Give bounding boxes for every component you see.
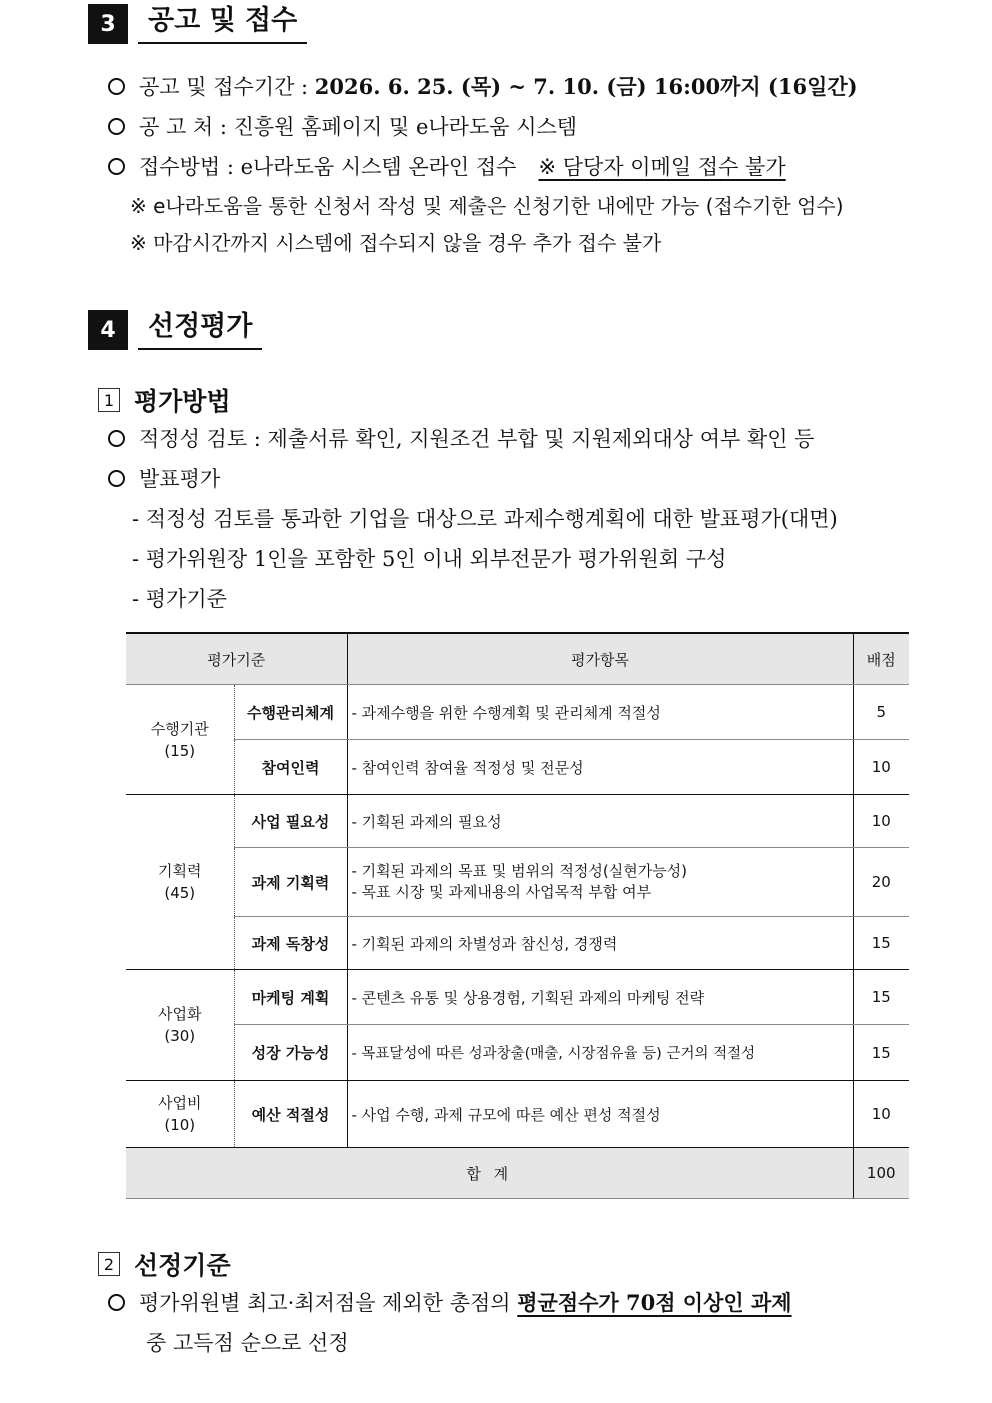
- section-title: 선정평가: [138, 310, 262, 350]
- item-cell: - 과제수행을 위한 수행계획 및 관리체계 적절성: [347, 685, 853, 740]
- table-row: [126, 848, 909, 917]
- line-text: 적정성 검토 : 제출서류 확인, 지원조건 부합 및 지원제외대상 여부 확인 등: [139, 427, 815, 451]
- header-items: 평가항목: [347, 633, 853, 685]
- table-row: [126, 1081, 909, 1148]
- points-cell: 20: [853, 848, 909, 917]
- category-name: 사업화: [158, 1005, 202, 1023]
- emphasis-text: 평균점수가 70점 이상인 과제: [517, 1290, 792, 1315]
- evaluation-criteria-table: [126, 632, 909, 1199]
- item-cell: - 사업 수행, 과제 규모에 따른 예산 편성 적절성: [347, 1081, 853, 1148]
- total-points: 100: [853, 1148, 909, 1199]
- table-row: [126, 1025, 909, 1081]
- total-row: [126, 1148, 909, 1199]
- section-title: 공고 및 접수: [138, 4, 307, 44]
- header-criteria: 평가기준: [126, 633, 347, 685]
- section-4-header: [88, 310, 262, 350]
- subsection-1-header: [98, 382, 231, 418]
- dash-line: - 평가기준: [132, 587, 227, 611]
- subsection-number: 1: [98, 388, 120, 412]
- subcategory-cell: 참여인력: [234, 740, 347, 795]
- category-score: (45): [164, 884, 196, 902]
- item-line: - 기획된 과제의 목표 및 범위의 적정성(실현가능성): [351, 862, 688, 880]
- line-text: 발표평가: [139, 467, 221, 491]
- category-name: 사업비: [158, 1094, 202, 1112]
- line-label: 공고 및 접수기간 :: [139, 75, 315, 99]
- category-score: (30): [164, 1027, 196, 1045]
- bullet-line: [108, 425, 814, 453]
- line-text: 접수방법 : e나라도움 시스템 온라인 접수: [139, 155, 517, 179]
- subcategory-cell: 수행관리체계: [234, 685, 347, 740]
- continuation-line: 중 고득점 순으로 선정: [146, 1331, 349, 1355]
- item-cell: - 기획된 과제의 차별성과 참신성, 경쟁력: [347, 917, 853, 970]
- category-cell: [126, 1081, 234, 1148]
- item-cell: - 기획된 과제의 필요성: [347, 795, 853, 848]
- subcategory-cell: 과제 기획력: [234, 848, 347, 917]
- subsection-2-header: [98, 1246, 231, 1282]
- table-row: [126, 795, 909, 848]
- email-note: ※ 담당자 이메일 접수 불가: [538, 155, 786, 179]
- category-score: (10): [164, 1116, 196, 1134]
- bullet-line: [108, 113, 577, 141]
- category-name: 기획력: [158, 862, 202, 880]
- bullet-line: [108, 153, 786, 181]
- bullet-line: [108, 1289, 792, 1317]
- points-cell: 15: [853, 1025, 909, 1081]
- subcategory-cell: 예산 적절성: [234, 1081, 347, 1148]
- circle-bullet-icon: [108, 118, 125, 135]
- points-cell: 15: [853, 917, 909, 970]
- note-line: ※ e나라도움을 통한 신청서 작성 및 제출은 신청기한 내에만 가능 (접수기한 엄수): [130, 194, 844, 218]
- category-cell: [126, 970, 234, 1081]
- subcategory-cell: 사업 필요성: [234, 795, 347, 848]
- dash-line: - 평가위원장 1인을 포함한 5인 이내 외부전문가 평가위원회 구성: [132, 547, 727, 571]
- bullet-line: [108, 465, 220, 493]
- category-cell: [126, 685, 234, 795]
- points-cell: 10: [853, 1081, 909, 1148]
- points-cell: 15: [853, 970, 909, 1025]
- note-line: ※ 마감시간까지 시스템에 접수되지 않을 경우 추가 접수 불가: [130, 231, 662, 255]
- category-name: 수행기관: [150, 719, 209, 738]
- item-line: - 목표 시장 및 과제내용의 사업목적 부합 여부: [351, 883, 652, 901]
- item-cell: - 참여인력 참여율 적정성 및 전문성: [347, 740, 853, 795]
- total-label: 합 계: [126, 1148, 853, 1199]
- bullet-line: [108, 73, 858, 101]
- dash-line: - 적정성 검토를 통과한 기업을 대상으로 과제수행계획에 대한 발표평가(대면): [132, 507, 838, 531]
- subsection-number: 2: [98, 1252, 120, 1276]
- points-cell: 10: [853, 795, 909, 848]
- points-cell: 10: [853, 740, 909, 795]
- subsection-title: 선정기준: [134, 1251, 231, 1280]
- circle-bullet-icon: [108, 78, 125, 95]
- section-number: 3: [88, 4, 128, 44]
- item-cell: [347, 848, 853, 917]
- circle-bullet-icon: [108, 1294, 125, 1311]
- table-row: [126, 917, 909, 970]
- circle-bullet-icon: [108, 430, 125, 447]
- period-value: 2026. 6. 25. (목) ~ 7. 10. (금) 16:00까지 (16일간): [314, 74, 858, 99]
- subcategory-cell: 과제 독창성: [234, 917, 347, 970]
- line-text: 공 고 처 : 진흥원 홈페이지 및 e나라도움 시스템: [139, 115, 578, 139]
- section-3-header: [88, 4, 307, 44]
- circle-bullet-icon: [108, 158, 125, 175]
- subsection-title: 평가방법: [134, 387, 231, 416]
- subcategory-cell: 마케팅 계획: [234, 970, 347, 1025]
- category-score: (15): [164, 741, 196, 760]
- table-header-row: [126, 633, 909, 685]
- item-cell: - 콘텐츠 유통 및 상용경험, 기획된 과제의 마케팅 전략: [347, 970, 853, 1025]
- section-number: 4: [88, 310, 128, 350]
- item-cell: - 목표달성에 따른 성과창출(매출, 시장점유율 등) 근거의 적절성: [347, 1025, 853, 1081]
- subcategory-cell: 성장 가능성: [234, 1025, 347, 1081]
- line-text: 평가위원별 최고·최저점을 제외한 총점의: [139, 1291, 518, 1315]
- category-cell: [126, 795, 234, 970]
- table-row: [126, 685, 909, 740]
- header-points: 배점: [853, 633, 909, 685]
- table-row: [126, 740, 909, 795]
- table-row: [126, 970, 909, 1025]
- points-cell: 5: [853, 685, 909, 740]
- circle-bullet-icon: [108, 470, 125, 487]
